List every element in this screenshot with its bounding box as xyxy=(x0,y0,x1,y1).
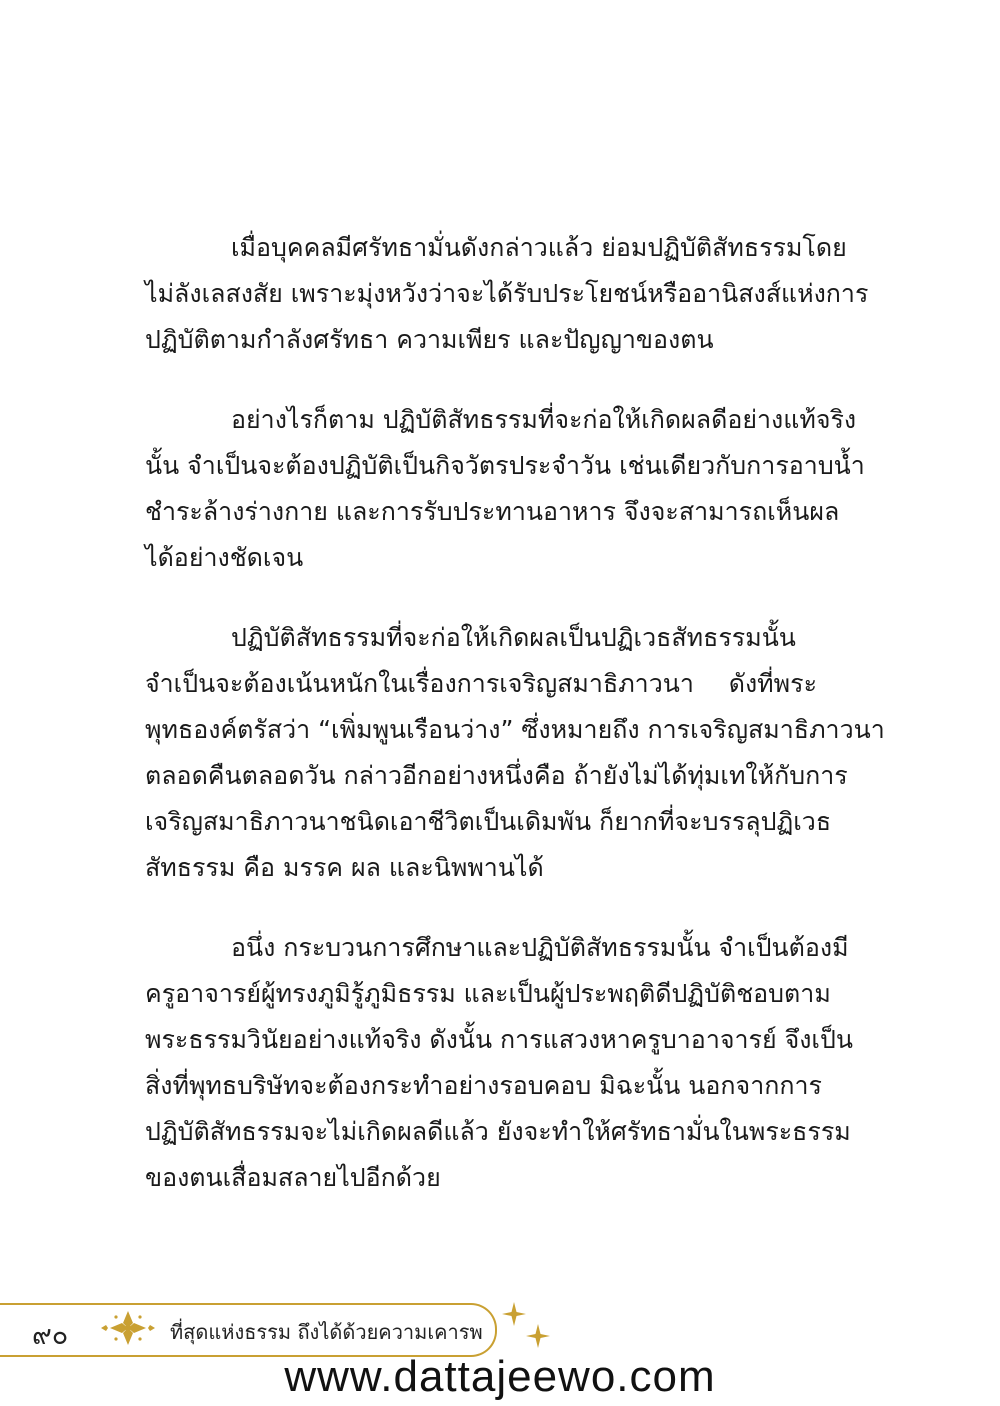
paragraph-line: พระธรรมวินัยอย่างแท้จริง ดังนั้น การแสวงหาครูบาอาจารย์ จึงเป็น xyxy=(145,1025,853,1054)
website-url: www.dattajeewo.com xyxy=(284,1352,716,1401)
paragraph-line: ชำระล้างร่างกาย และการรับประทานอาหาร จึงจะสามารถเห็นผล xyxy=(145,497,840,526)
page-number: ๙๐ xyxy=(32,1320,69,1351)
paragraph-line: ได้อย่างชัดเจน xyxy=(145,543,304,572)
paragraph-line: สิ่งที่พุทธบริษัทจะต้องกระทำอย่างรอบคอบ มิฉะนั้น นอกจากการ xyxy=(145,1071,822,1100)
paragraph-line: อย่างไรก็ตาม ปฏิบัติสัทธรรมที่จะก่อให้เกิดผลดีอย่างแท้จริง xyxy=(231,405,857,434)
paragraph-line: ปฏิบัติตามกำลังศรัทธา ความเพียร และปัญญาของตน xyxy=(145,325,714,354)
paragraph-3 xyxy=(145,615,885,891)
paragraph-1 xyxy=(145,225,869,363)
footer-book-title: ที่สุดแห่งธรรม ถึงได้ด้วยความเคารพ xyxy=(170,1320,483,1344)
paragraph-line: นั้น จำเป็นจะต้องปฏิบัติเป็นกิจวัตรประจำวัน เช่นเดียวกับการอาบน้ำ xyxy=(145,451,865,480)
paragraph-line: เจริญสมาธิภาวนาชนิดเอาชีวิตเป็นเดิมพัน ก็ยากที่จะบรรลุปฏิเวธ xyxy=(145,807,832,836)
page-body xyxy=(145,225,885,1235)
paragraph-line: สัทธรรม คือ มรรค ผล และนิพพานได้ xyxy=(145,853,544,882)
paragraph-line: ไม่ลังเลสงสัย เพราะมุ่งหวังว่าจะได้รับประโยชน์หรืออานิสงส์แห่งการ xyxy=(145,279,869,308)
gold-sparkle-icon xyxy=(500,1300,552,1350)
gold-flower-ornament-icon xyxy=(98,1305,158,1351)
paragraph-line: อนึ่ง กระบวนการศึกษาและปฏิบัติสัทธรรมนั้น จำเป็นต้องมี xyxy=(231,933,849,962)
paragraph-line: ครูอาจารย์ผู้ทรงภูมิรู้ภูมิธรรม และเป็นผู้ประพฤติดีปฏิบัติชอบตาม xyxy=(145,979,831,1008)
paragraph-line: ปฏิบัติสัทธรรมจะไม่เกิดผลดีแล้ว ยังจะทำให้ศรัทธามั่นในพระธรรม xyxy=(145,1117,851,1146)
paragraph-line: ของตนเสื่อมสลายไปอีกด้วย xyxy=(145,1163,441,1192)
paragraph-line: ตลอดคืนตลอดวัน กล่าวอีกอย่างหนึ่งคือ ถ้ายังไม่ได้ทุ่มเทให้กับการ xyxy=(145,761,848,790)
paragraph-4 xyxy=(145,925,853,1201)
paragraph-2 xyxy=(145,397,865,581)
paragraph-line: เมื่อบุคคลมีศรัทธามั่นดังกล่าวแล้ว ย่อมปฏิบัติสัทธรรมโดย xyxy=(231,233,847,262)
paragraph-line: จำเป็นจะต้องเน้นหนักในเรื่องการเจริญสมาธิภาวนา ดังที่พระ xyxy=(145,669,817,698)
paragraph-line: พุทธองค์ตรัสว่า “เพิ่มพูนเรือนว่าง” ซึ่งหมายถึง การเจริญสมาธิภาวนา xyxy=(145,715,885,744)
paragraph-line: ปฏิบัติสัทธรรมที่จะก่อให้เกิดผลเป็นปฏิเวธสัทธรรมนั้น xyxy=(231,623,796,652)
